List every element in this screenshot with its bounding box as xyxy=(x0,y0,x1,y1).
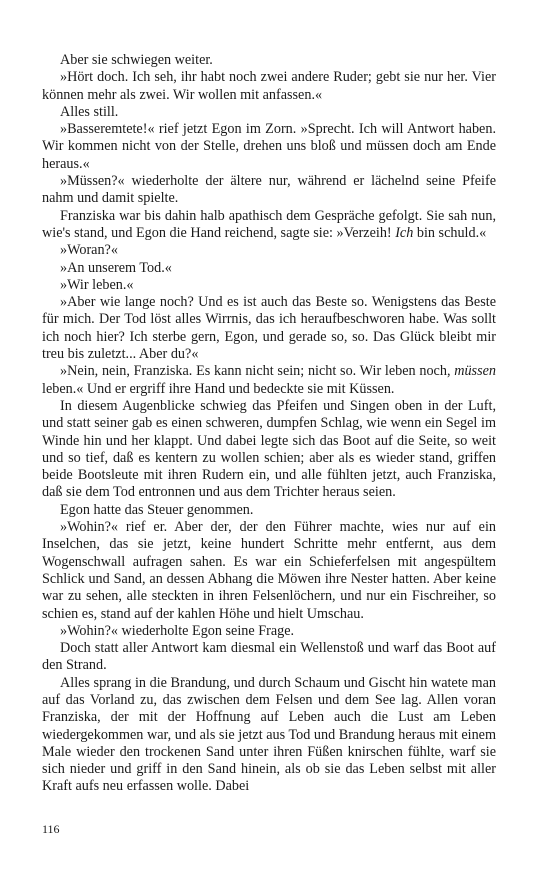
paragraph-13: Egon hatte das Steuer genommen. xyxy=(60,501,254,518)
paragraph-16: Doch statt aller Antwort kam diesmal ein Wellenstoß und warf das Boot auf den Strand. xyxy=(42,640,496,674)
paragraph-17: Alles sprang in die Brandung, und durch Schaum und Gischt hin watete man auf das Vorland zu, das zwischen dem Felsen und dem See lag. Allen voran Franziska, der mit der Hoffnung auf Leben auch die Lust am Leben wiedergekommen war, und als sie jetzt aus Tod und Brandung heraus mit einem Male wieder den trockenen Sand unter ihren Füßen knirschen fühlte, warf sie sich nieder und griff in den Sand hinein, als ob sie das Leben selbst mit aller Kraft aufs neu erfassen wolle. Dabei xyxy=(42,674,496,795)
paragraph-4: »Basseremtete!« rief jetzt Egon im Zorn. »Sprecht. Ich will Antwort haben. Wir kommen nicht von der Stelle, drehen uns bloß und müssen doch am Ende heraus.« xyxy=(42,121,496,172)
paragraph-10: »Aber wie lange noch? Und es ist auch das Beste so. Wenigstens das Beste für mich. Der Tod löst alles Wirrnis, das ich heraufbeschworen habe. Was sollt ich noch hier? Ich sterbe gern, Egon, und gerade so, so. Das Glück bleibt mir treu bis zuletzt... Aber du?« xyxy=(42,294,496,363)
paragraph-3: Alles still. xyxy=(60,103,119,120)
page-text-block xyxy=(42,52,496,796)
paragraph-14: »Wohin?« rief er. Aber der, der den Führer machte, wies nur auf ein Inselchen, das sie jetzt, keine hundert Schritte mehr entfernt, aus dem Wogenschwall aufragen sahen. Es war ein Schieferfelsen mit angespültem Schlick und Sand, an dessen Abhang die Möwen ihre Nester hatten. Aber keine war zu sehen, alle steckten in ihren Felsenlöchern, und nur ein Fischreiher, so schien es, stand auf der kahlen Höhe und hielt Umschau. xyxy=(42,519,496,622)
paragraph-7: »Woran?« xyxy=(60,242,118,259)
paragraph-11-part-2: leben.« Und er ergriff ihre Hand und bedeckte sie mit Küssen. xyxy=(42,380,395,397)
paragraph-9: »Wir leben.« xyxy=(60,276,134,293)
paragraph-6-part-1: Franziska war bis dahin halb apathisch dem Gespräche gefolgt. Sie sah nun, wie's stand, und Egon die Hand reichend, sagte sie: »Verzeih! xyxy=(42,207,496,241)
paragraph-11-emphasis: müssen xyxy=(454,363,496,380)
paragraph-11-part-1: »Nein, nein, Franziska. Es kann nicht sein; nicht so. Wir leben noch, xyxy=(60,363,455,380)
paragraph-6 xyxy=(42,208,496,243)
page-number: 116 xyxy=(42,822,60,836)
paragraph-2: »Hört doch. Ich seh, ihr habt noch zwei andere Ruder; gebt sie nur her. Vier können mehr als zwei. Wir wollen mit anfassen.« xyxy=(42,69,496,103)
paragraph-15: »Wohin?« wiederholte Egon seine Frage. xyxy=(60,622,295,639)
paragraph-6-part-2: bin schuld.« xyxy=(413,224,487,241)
paragraph-8: »An unserem Tod.« xyxy=(60,259,172,276)
paragraph-1: Aber sie schwiegen weiter. xyxy=(60,52,213,68)
paragraph-5: »Müssen?« wiederholte der ältere nur, während er lächelnd seine Pfeife nahm und damit spielte. xyxy=(42,173,496,207)
paragraph-12: In diesem Augenblicke schwieg das Pfeifen und Singen oben in der Luft, und statt seiner gab es einen schweren, dumpfen Schlag, wie wenn ein Segel im Winde hin und her klappt. Und dabei legte sich das Boot auf die Seite, so weit und so tief, daß es kentern zu wollen schien; aber als es wieder stand, griffen beide Bootsleute mit ihren Rudern ein, und alle fühlten jetzt, auch Franziska, daß sie dem Tod entronnen und aus dem Trichter heraus seien. xyxy=(42,397,496,501)
paragraph-6-emphasis: Ich xyxy=(395,224,414,241)
paragraph-11 xyxy=(42,363,496,398)
